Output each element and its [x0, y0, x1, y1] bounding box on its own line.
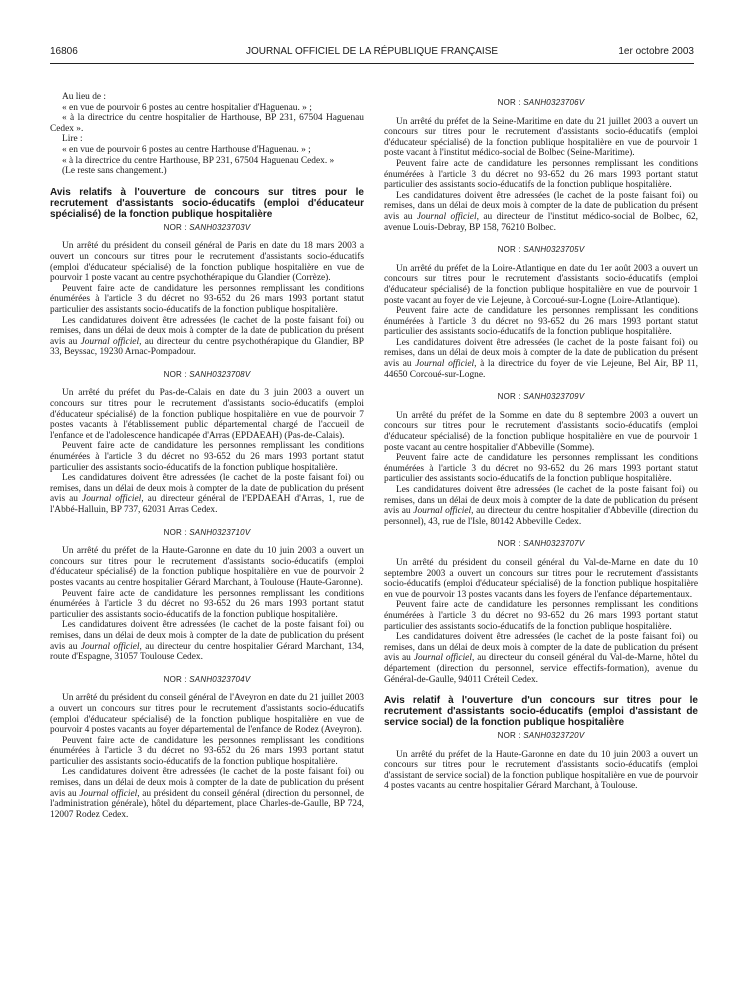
notice-paragraph: Un arrêté du président du conseil général du Val-de-Marne en date du 10 septembre 2003 a ouvert un concours sur titres pour le recrutement d'assistants socio-éducatifs (emploi d'éducateur spécialisé) de la fonction publique hospitalière en vue de pourvoir 13 postes vacants dans les foyers de l'enfance départementaux. [384, 557, 698, 600]
notice-paragraph: Peuvent faire acte de candidature les personnes remplissant les conditions énumérées à l'article 3 du décret no 93-652 du 26 mars 1993 portant statut particulier des assistants socio-éducatifs de la fonction publique hospitalière. [384, 453, 698, 485]
notice-paragraph: Un arrêté du préfet du Pas-de-Calais en date du 3 juin 2003 a ouvert un concours sur titres pour le recrutement d'assistants socio-éducatifs (emploi d'éducateur spécialisé) de la fonction publique hospitalière en vue de pourvoir 7 postes vacants à l'établissement public départemental chargé de l'accueil de l'enfance et de l'adolescence handicapée d'Arras (EPDAEAH) (Pas-de-Calais). [50, 388, 364, 441]
notice-paragraph: Un arrêté du président du conseil général de Paris en date du 18 mars 2003 a ouvert un concours sur titres pour le recrutement d'assistants socio-éducatifs (emploi d'éducateur spécialisé) de la fonction publique hospitalière en vue de pourvoir 1 poste vacant au centre psychothérapique du Glandier (Corrèze). [50, 241, 364, 284]
notice-paragraph: Les candidatures doivent être adressées (le cachet de la poste faisant foi) ou remises, dans un délai de deux mois à compter de la date de publication du présent avis au Journal officiel, à la directrice du foyer de vie Lejeune, Bel Air, BP 11, 44650 Corcoué-sur-Logne. [384, 337, 699, 380]
notice-paragraph: Un arrêté du préfet de la Somme en date du 8 septembre 2003 a ouvert un concours sur titres pour le recrutement d'assistants socio-éducatifs (emploi d'éducateur spécialisé) de la fonction publique hospitalière en vue de pourvoir 1 poste vacant au centre hospitalier d'Abbeville (Somme). [384, 410, 698, 453]
nor-reference: NOR : SANH0323707V [497, 539, 585, 549]
notice-paragraph: Les candidatures doivent être adressées (le cachet de la poste faisant foi) ou remises, dans un délai de deux mois à compter de la date de publication du présent avis au Journal officiel, au président du conseil général (direction du personnel, de l'administration générale), hôtel du département, place Charles-de-Gaulle, BP 724, 12007 Rodez Cedex. [50, 767, 364, 820]
erratum-line: (Le reste sans changement.) [62, 166, 167, 177]
nor-reference: NOR : SANH0323709V [497, 392, 585, 402]
notice-paragraph: Les candidatures doivent être adressées (le cachet de la poste faisant foi) ou remises, dans un délai de deux mois à compter de la date de publication du présent avis au Journal officiel, au directeur du centre psychothérapique du Glandier, BP 33, Beyssac, 19230 Arnac-Pompadour. [50, 315, 364, 358]
page-number: 16806 [50, 46, 78, 57]
nor-reference: NOR : SANH0323703V [163, 222, 251, 232]
notice-paragraph: Un arrêté du préfet de la Haute-Garonne en date du 10 juin 2003 a ouvert un concours sur titres pour le recrutement d'assistants socio-éducatifs (emploi d'éducateur spécialisé) de la fonction publique hospitalière en vue de pourvoir 2 postes vacants au centre hospitalier Gérard Marchant, à Toulouse (Haute-Garonne). [50, 546, 364, 588]
notice-paragraph: Un arrêté du préfet de la Haute-Garonne en date du 10 juin 2003 a ouvert un concours sur titres pour le recrutement d'assistants socio-éducatifs (emploi d'assistant de service social) de la fonction publique hospitalière en vue de pourvoir 4 postes vacants au centre hospitalier Gérard Marchant, à Toulouse. [384, 749, 698, 792]
notice [384, 392, 698, 527]
erratum-line: « à la directrice du centre hospitalier de Harthouse, BP 231, 67504 Haguenau Cedex ». [50, 113, 364, 134]
erratum-line: « à la directrice du centre Harthouse, BP 231, 67504 Haguenau Cedex. » [62, 155, 335, 166]
nor-reference: NOR : SANH0323710V [163, 527, 251, 537]
notice [384, 245, 698, 380]
nor-reference: NOR : SANH0323720V [497, 731, 585, 741]
notice-paragraph: Les candidatures doivent être adressées (le cachet de la poste faisant foi) ou remises, dans un délai de deux mois à compter de la date de publication du présent avis au Journal officiel, au directeur du centre hospitalier Gérard Marchant, 134, route d'Espagne, 31057 Toulouse Cedex. [50, 620, 365, 663]
notice-paragraph: Les candidatures doivent être adressées (le cachet de la poste faisant foi) ou remises, dans un délai de deux mois à compter de la date de publication du présent avis au Journal officiel, au directeur de l'institut médico-social de Bolbec, 62, avenue Louis-Debray, BP 158, 76210 Bolbec. [384, 190, 699, 233]
notice-paragraph: Peuvent faire acte de candidature les personnes remplissant les conditions énumérées à l'article 3 du décret no 93-652 du 26 mars 1993 portant statut particulier des assistants socio-éducatifs de la fonction publique hospitalière. [384, 306, 698, 338]
notice-paragraph: Un arrêté du préfet de la Seine-Maritime en date du 21 juillet 2003 a ouvert un concours sur titres pour le recrutement d'assistants socio-éducatifs (emploi d'éducateur spécialisé) de la fonction publique hospitalière en vue de pourvoir 1 poste vacant à l'institut médico-social de Bolbec (Seine-Maritime). [384, 116, 698, 159]
notice-paragraph: Un arrêté du préfet de la Loire-Atlantique en date du 1er août 2003 a ouvert un concours sur titres pour le recrutement d'assistants socio-éducatifs (emploi d'éducateur spécialisé) de la fonction publique hospitalière en vue de pourvoir 1 poste vacant au foyer de vie Lejeune, à Corcoué-sur-Logne (Loire-Atlantique). [384, 263, 698, 306]
notice-paragraph: Peuvent faire acte de candidature les personnes remplissant les conditions énumérées à l'article 3 du décret no 93-652 du 26 mars 1993 portant statut particulier des assistants socio-éducatifs de la fonction publique hospitalière. [384, 600, 698, 632]
page-header [50, 46, 694, 62]
journal-title: JOURNAL OFFICIEL DE LA RÉPUBLIQUE FRANÇAISE [245, 46, 499, 57]
notice-paragraph: Peuvent faire acte de candidature les personnes remplissant les conditions énumérées à l'article 3 du décret no 93-652 du 26 mars 1993 portant statut particulier des assistants socio-éducatifs de la fonction publique hospitalière. [50, 735, 364, 767]
erratum-line: Au lieu de : [62, 92, 107, 102]
nor-reference: NOR : SANH0323704V [163, 674, 251, 684]
nor-reference: NOR : SANH0323706V [497, 98, 585, 107]
notice-paragraph: Peuvent faire acte de candidature les personnes remplissant les conditions énumérées à l'article 3 du décret no 93-652 du 26 mars 1993 portant statut particulier des assistants socio-éducatifs de la fonction publique hospitalière. [384, 158, 698, 191]
notice [50, 528, 364, 663]
notice [50, 223, 364, 358]
notice-paragraph: Peuvent faire acte de candidature les personnes remplissant les conditions énumérées à l'article 3 du décret no 93-652 du 26 mars 1993 portant statut particulier des assistants socio-éducatifs de la fonction publique hospitalière. [50, 283, 364, 315]
erratum-line: Lire : [62, 134, 83, 145]
notice-paragraph: Les candidatures doivent être adressées (le cachet de la poste faisant foi) ou remises, dans un délai de deux mois à compter de la date de publication du présent avis au Journal officiel, au directeur général de l'EPDAEAH d'Arras, 1, rue de l'Abbé-Halluin, BP 737, 62031 Arras Cedex. [50, 473, 365, 515]
nor-reference: NOR : SANH0323705V [497, 245, 585, 255]
erratum-line: « en vue de pourvoir 6 postes au centre Harthouse d'Haguenau. » ; [62, 144, 311, 155]
issue-date: 1er octobre 2003 [618, 46, 694, 57]
erratum-block [50, 92, 364, 177]
notice-paragraph: Peuvent faire acte de candidature les personnes remplissant les conditions énumérées à l'article 3 du décret no 93-652 du 26 mars 1993 portant statut particulier des assistants socio-éducatifs de la fonction publique hospitalière. [50, 441, 364, 473]
avis-title: Avis relatifs à l'ouverture de concours sur titres pour le recrutement d'assistants socio-éducatifs (emploi d'éducateur spécialisé) de la fonction publique hospitalière [50, 186, 364, 220]
notice-paragraph: Les candidatures doivent être adressées (le cachet de la poste faisant foi) ou remises, dans un délai de deux mois à compter de la date de publication du présent avis au Journal officiel, au directeur du conseil général du Val-de-Marne, hôtel du département (direction du personnel, service effectifs-formation), avenue du Général-de-Gaulle, 94011 Créteil Cedex. [384, 632, 699, 685]
notice [384, 539, 698, 685]
nor-reference: NOR : SANH0323708V [163, 369, 251, 379]
notice [50, 370, 364, 516]
left-column [50, 92, 364, 820]
notice-paragraph: Un arrêté du président du conseil général de l'Aveyron en date du 21 juillet 2003 a ouvert un concours sur titres pour le recrutement d'assistants socio-éducatifs (emploi d'éducateur spécialisé) de la fonction publique hospitalière en vue de pourvoir 4 postes vacants au foyer départemental de l'enfance de Rodez (Aveyron). [50, 693, 364, 736]
notice-paragraph: Peuvent faire acte de candidature les personnes remplissant les conditions énumérées à l'article 3 du décret no 93-652 du 26 mars 1993 portant statut particulier des assistants socio-éducatifs de la fonction publique hospitalière. [50, 588, 364, 620]
avis-title: Avis relatif à l'ouverture d'un concours sur titres pour le recrutement d'assistants socio-éducatifs (emploi d'assistant de service social) de la fonction publique hospitalière [384, 695, 698, 729]
erratum-line: « en vue de pourvoir 6 postes au centre hospitalier d'Haguenau. » ; [62, 102, 312, 113]
right-column [384, 98, 698, 792]
notice [50, 675, 364, 821]
notice [384, 98, 698, 233]
notice-paragraph: Les candidatures doivent être adressées (le cachet de la poste faisant foi) ou remises, dans un délai de deux mois à compter de la date de publication du présent avis au Journal officiel, au directeur du centre hospitalier d'Abbeville (direction du personnel), 43, rue de l'Isle, 80142 Abbeville Cedex. [384, 485, 699, 527]
header-rule [50, 63, 694, 64]
